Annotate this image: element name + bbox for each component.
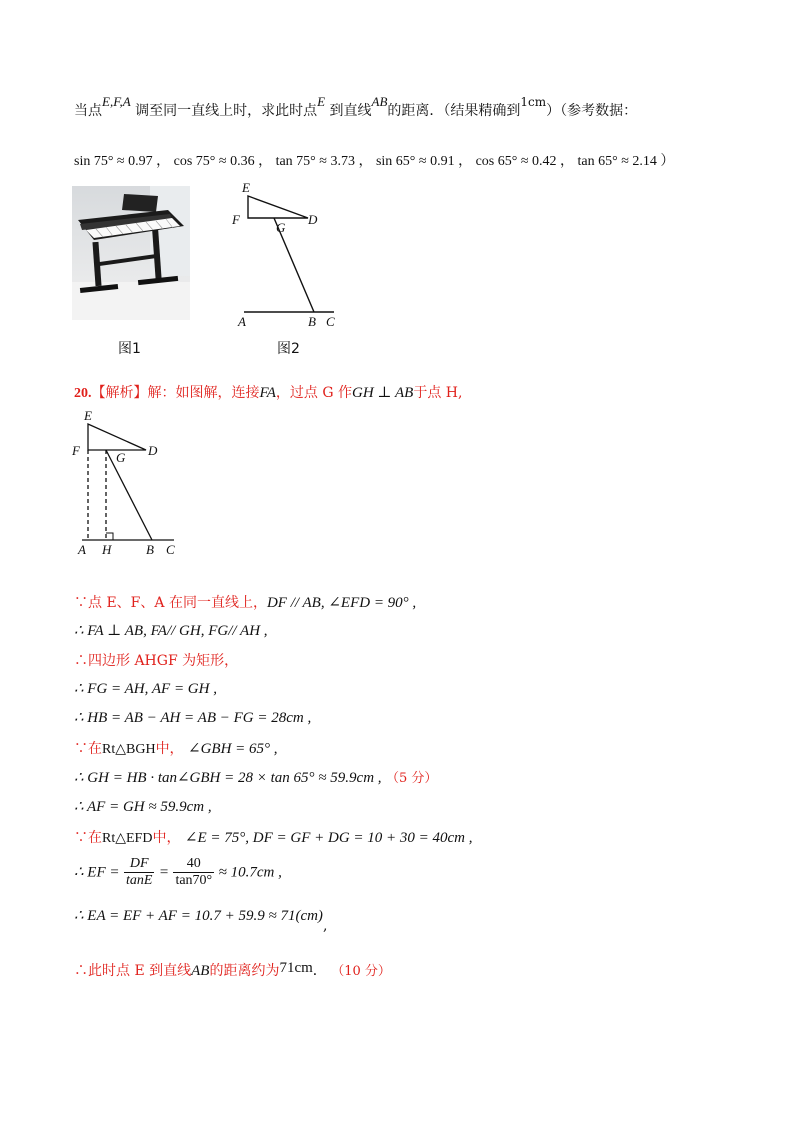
label-c: C [166,542,175,557]
step-6 [74,738,278,758]
label-d: D [308,212,318,227]
solution-header [74,382,462,402]
step-math: ∴ GH = HB · tan∠GBH = 28 × tan 65° ≈ 59.9cm , [74,770,382,786]
reference-data [74,150,674,170]
step-math: ∴ FA ⊥ AB, FA// GH, FG// AH , [74,623,268,639]
step-7 [74,767,437,787]
figure-1-caption: 图1 [118,341,141,357]
problem-line-1 [74,94,638,120]
right-angle-mark [106,533,113,540]
score-5: （5 分） [385,771,438,786]
step-text: ∴此时点 E 到直线 [74,963,192,979]
step-math: ∠GBH = 65° , [188,741,278,757]
segment-fa: FA [259,385,276,401]
step-text: ∵在 [74,830,102,846]
step-math: ∴ HB = AB − AH = AB − FG = 28cm , [74,710,312,726]
step-text: ∵点 E、F、A 在同一直线上， [74,595,267,611]
solution-text: 于点 H, [413,385,463,401]
label-e: E [242,180,250,195]
step-text: ∴四边形 AHGF 为矩形， [74,653,239,669]
fraction-40-tan70 [173,856,214,889]
label-b: B [308,314,316,329]
triangle-efd [248,196,308,218]
fraction-df-tane [124,856,154,889]
label-g: G [276,220,286,235]
label-f: F [72,443,80,458]
solution-text: ，过点 G 作 [275,385,352,401]
triangle-efd [88,424,146,450]
conclusion [74,960,391,980]
step-text: ． [312,963,327,979]
points-efa: E,F,A [102,94,131,109]
numerator: DF [124,856,154,873]
score-10: （10 分） [331,964,391,979]
step-2 [74,621,268,640]
triangle-name: Rt△EFD [102,831,153,846]
denominator: tan70° [175,873,213,888]
step-math: ≈ 10.7cm , [218,864,282,881]
line-ab: AB [371,94,388,109]
step-math: ∴ FG = AH, AF = GH , [74,681,217,697]
unit-1cm: 1cm [520,95,547,109]
numerator: 40 [173,856,214,873]
comma: , [322,918,328,934]
figure-2-caption: 图2 [277,341,300,357]
label-h: H [102,542,112,557]
solution-text: 解：如图解，连接 [147,385,260,401]
step-text: 中， [152,830,181,846]
label-a: A [78,542,86,557]
problem-text: 到直线 [329,103,372,119]
label-b: B [146,542,154,557]
step-math: ∴ EA = EF + AF = 10.7 + 59.9 ≈ 71(cm) [74,908,323,924]
denominator: tanE [125,873,153,888]
label-a: A [238,314,246,329]
problem-number: 20. [74,386,92,401]
equals: = [158,864,169,881]
step-4 [74,679,217,698]
segment-gb [106,450,152,540]
step-math: DF // AB, ∠EFD = 90° , [266,595,417,611]
step-5 [74,708,311,727]
step-math: ∴ AF = GH ≈ 59.9cm , [74,799,212,815]
step-text: ∵在 [74,741,102,757]
line-ab: AB [191,963,210,979]
analysis-tag: 【解析】 [91,385,148,401]
triangle-name: Rt△BGH [102,742,156,757]
problem-text: ）（参考数据： [546,103,638,119]
figure-1-photo [72,186,190,320]
step-1 [74,592,416,612]
label-g: G [116,450,126,465]
point-e: E [317,94,326,109]
step-3 [74,650,238,670]
label-c: C [326,314,335,329]
label-f: F [232,212,240,227]
step-10 [74,856,282,889]
answer-value: 71cm [279,960,313,976]
step-text: 中， [155,741,184,757]
step-11 [74,906,328,934]
step-math: ∠E = 75°, DF = GF + DG = 10 + 30 = 40cm , [184,830,473,846]
label-d: D [148,443,158,458]
solution-diagram [70,404,190,560]
problem-text: 调至同一直线上时，求此时点 [135,103,318,119]
keyboard-image [72,186,190,320]
reference-values: sin 75° ≈ 0.97 ， cos 75° ≈ 0.36 ， tan 75° ≈ 3.73 ， sin 65° ≈ 0.91 ， cos 65° ≈ 0.42 ， tan 65° ≈ 2.14 ） [74,154,675,169]
label-e: E [84,408,92,423]
step-math: ∴ EF = [74,864,120,881]
gh-perp-ab: GH ⊥ AB [352,385,414,401]
problem-text: 的距离．（结果精确到 [387,103,521,119]
step-9 [74,827,473,847]
figure-2-diagram [228,176,348,334]
step-8 [74,797,212,816]
problem-text: 当点 [74,103,102,119]
step-text: 的距离约为 [209,963,280,979]
